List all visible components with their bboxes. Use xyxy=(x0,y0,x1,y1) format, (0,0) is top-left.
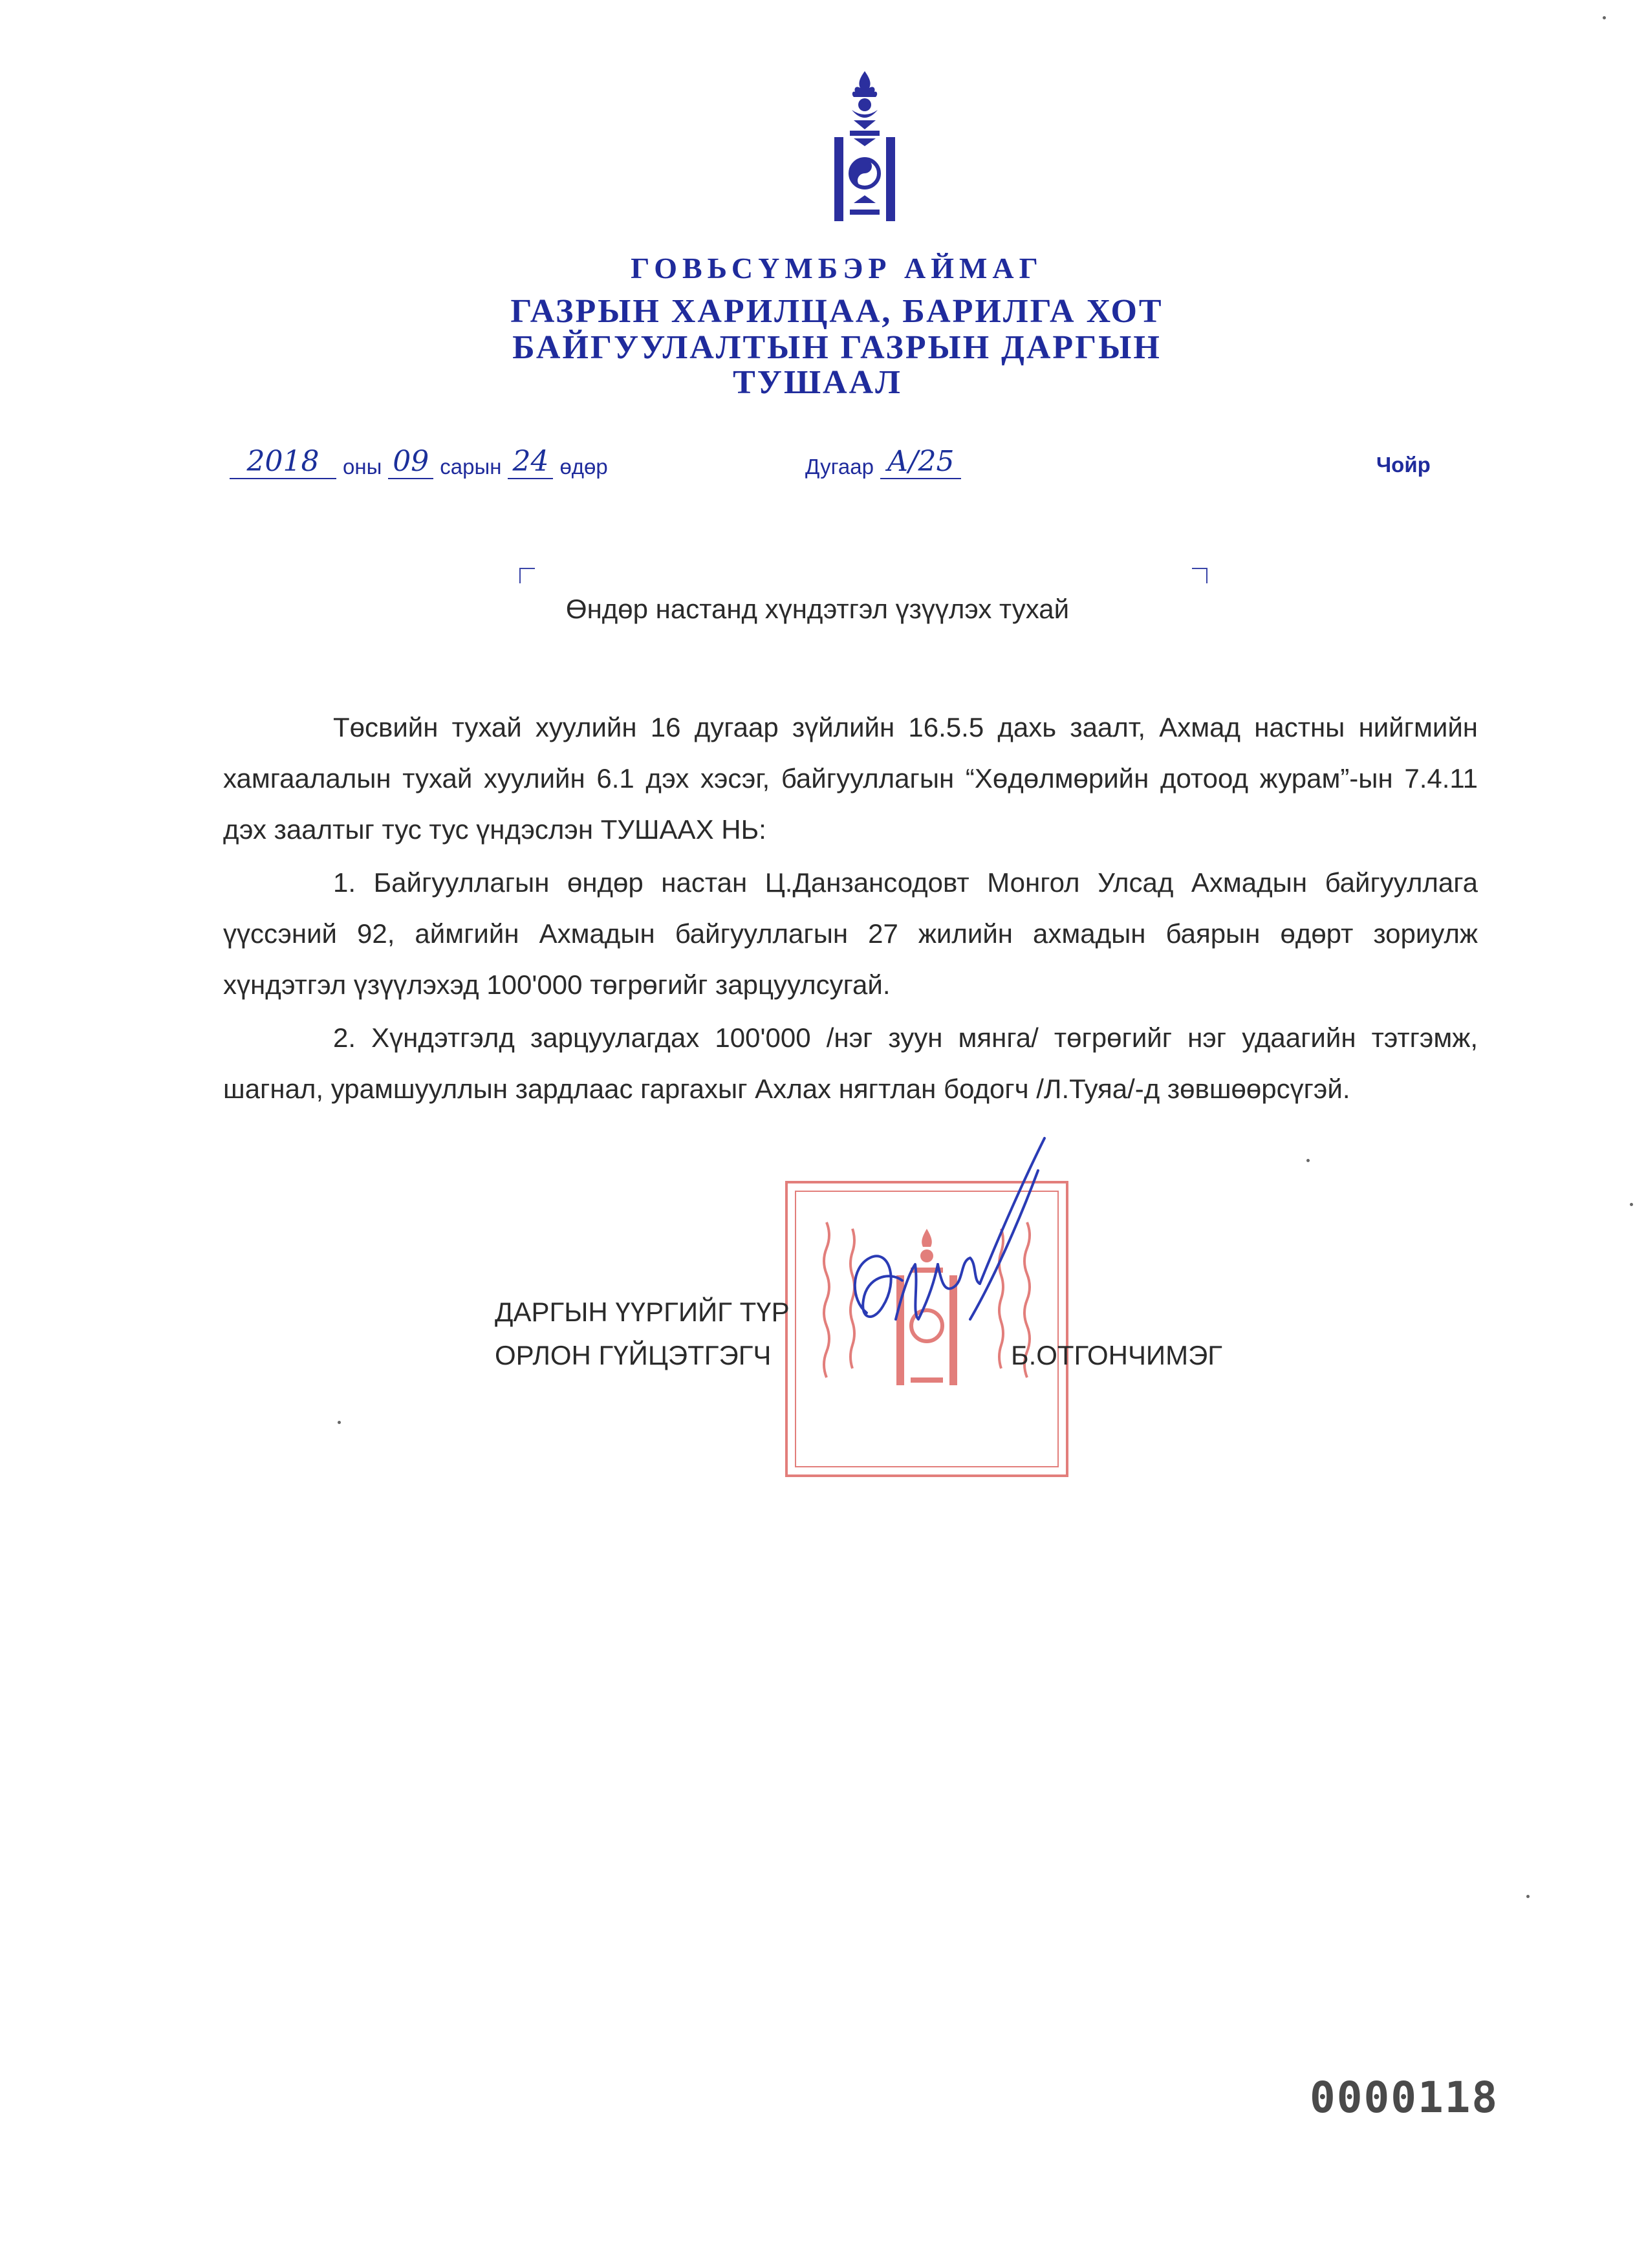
signatory-title-line1: ДАРГЫН ҮҮРГИЙГ ТҮР xyxy=(495,1297,790,1327)
body-paragraph: Төсвийн тухай хуулийн 16 дугаар зүйлийн 16.5.5 дахь заалт, Ахмад настны нийгмийн хамгаалалын тухай хуулийн 6.1 дэх хэсэг, байгууллагын “Хөдөлмөрийн дотоод журам”-ын 7.4.11 дэх заалтыг тус тус үндэслэн ТУШААХ НЬ: xyxy=(223,712,1478,845)
date-month: 09 xyxy=(388,445,433,479)
scan-speck xyxy=(1603,16,1606,19)
body-paragraph: 1. Байгууллагын өндөр настан Ц.Данзансодовт Монгол Улсад Ахмадын байгууллага үүссэний 92, аймгийн Ахмадын байгууллагын 27 жилийн ахмадын баярын өдөрт зориулж хүндэтгэл үзүүлэхэд 100'000 төгрөгийг зарцуулсугай. xyxy=(223,867,1478,1000)
document-number-label: Дугаар xyxy=(805,455,874,479)
date-year-suffix: оны xyxy=(343,455,382,479)
department-title-line2: БАЙГУУЛАЛТЫН ГАЗРЫН ДАРГЫН xyxy=(512,329,1162,366)
scan-speck xyxy=(1526,1895,1530,1898)
date-month-suffix: сарын xyxy=(440,455,502,479)
subject-corner-left xyxy=(519,568,535,583)
serial-number: 0000118 xyxy=(1310,2073,1499,2122)
document-number: А/25 xyxy=(880,445,961,479)
date-line xyxy=(230,445,608,479)
document-number-line xyxy=(805,445,961,479)
signatory-title-line2: ОРЛОН ГҮЙЦЭТГЭГЧ xyxy=(495,1340,772,1370)
department-title-line1: ГАЗРЫН ХАРИЛЦАА, БАРИЛГА ХОТ xyxy=(510,293,1164,330)
document-type: ТУШААЛ xyxy=(733,364,902,401)
scan-speck xyxy=(338,1421,341,1424)
scan-speck xyxy=(1306,1159,1310,1162)
place-name: Чойр xyxy=(1376,453,1431,477)
state-emblem-icon xyxy=(816,71,913,239)
signatory-name: Б.ОТГОНЧИМЭГ xyxy=(1011,1340,1223,1370)
scan-speck xyxy=(1630,1203,1633,1206)
date-day-suffix: өдөр xyxy=(559,455,608,479)
aimag-title: ГОВЬСҮМБЭР АЙМАГ xyxy=(631,252,1043,285)
body-paragraph: 2. Хүндэтгэлд зарцуулагдах 100'000 /нэг зуун мянга/ төгрөгийг нэг удаагийн тэтгэмж, шагнал, урамшууллын зардлаас гаргахыг Ахлах нягтлан бодогч /Л.Туяа/-д зөвшөөрсүгэй. xyxy=(223,1022,1478,1104)
document-subject: Өндөр настанд хүндэтгэл үзүүлэх тухай xyxy=(565,594,1070,624)
date-day: 24 xyxy=(508,445,553,479)
subject-corner-right xyxy=(1192,568,1207,583)
date-year: 2018 xyxy=(230,445,336,479)
